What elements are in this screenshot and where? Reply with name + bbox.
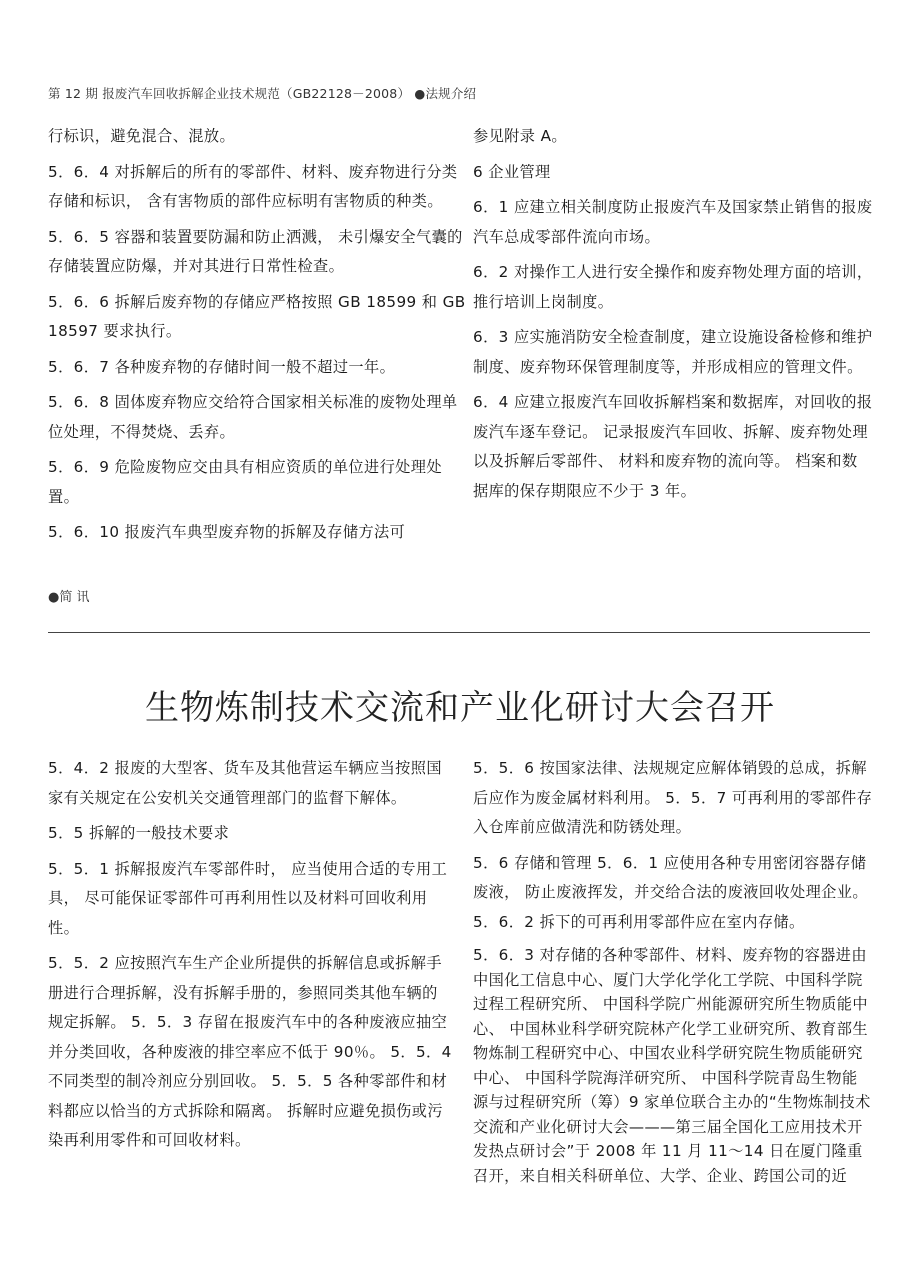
paragraph: 5．6．8 固体废弃物应交给符合国家相关标准的废物处理单位处理，不得焚烧、丢弃。 <box>48 393 458 441</box>
section-heading: 5．5 拆解的一般技术要求 <box>48 824 230 842</box>
top-right-column <box>473 122 873 512</box>
paragraph: 5．6．9 危险废物应交由具有相应资质的单位进行处理处置。 <box>48 458 442 506</box>
paragraph: 参见附录 A。 <box>473 127 567 145</box>
paragraph: 5．6．7 各种废弃物的存储时间一般不超过一年。 <box>48 357 396 376</box>
bottom-left-column <box>48 754 453 1162</box>
paragraph: 6．4 应建立报废汽车回收拆解档案和数据库，对回收的报废汽车逐车登记。 记录报废汽车回收、拆解、废弃物处理以及拆解后零部件、 材料和废弃物的流向等。 档案和数据库的保存期限应不少于 3 年。 <box>473 393 873 500</box>
bottom-right-column <box>473 754 873 1188</box>
paragraph: 5．6．6 拆解后废弃物的存储应严格按照 GB 18599 和 GB 18597 要求执行。 <box>48 292 466 340</box>
paragraph: 6．3 应实施消防安全检查制度，建立设施设备检修和维护制度、废弃物环保管理制度等，并形成相应的管理文件。 <box>473 328 873 376</box>
paragraph: 5．5．2 应按照汽车生产企业所提供的拆解信息或拆解手册进行合理拆解，没有拆解手册的，参照同类其他车辆的规定拆解。 5．5．3 存留在报废汽车中的各种废液应抽空并分类回收，各种废液的排空率应不低于 90％。 5．5．4 不同类型的制冷剂应分别回收。 5．5．5 各种零部件和材料都应以恰当的方式拆除和隔离。 拆解时应避免损伤或污染再利用零件和可回收材料。 <box>48 954 452 1149</box>
top-left-column <box>48 122 470 554</box>
divider-line <box>48 632 870 633</box>
paragraph: 5．6 存储和管理 5．6．1 应使用各种专用密闭容器存储废液， 防止废液挥发，并交给合法的废液回收处理企业。 5．6．2 拆下的可再利用零部件应在室内存储。 <box>473 853 868 931</box>
paragraph: 5．5．1 拆解报废汽车零部件时， 应当使用合适的专用工具， 尽可能保证零部件可再利用性以及材料可回收利用性。 <box>48 859 448 937</box>
paragraph: 5．5．6 按国家法律、法规规定应解体销毁的总成，拆解后应作为废金属材料利用。 5．5．7 可再利用的零部件存入仓库前应做清洗和防锈处理。 <box>473 759 873 836</box>
news-label: ●简 讯 <box>48 590 90 605</box>
section-heading: 6 企业管理 <box>473 162 551 181</box>
paragraph: 行标识，避免混合、混放。 <box>48 127 236 145</box>
paragraph: 5．6．4 对拆解后的所有的零部件、材料、废弃物进行分类存储和标识， 含有害物质的部件应标明有害物质的种类。 <box>48 162 458 210</box>
article-headline: 生物炼制技术交流和产业化研讨大会召开 <box>145 688 775 728</box>
page-header: 第 12 期 报废汽车回收拆解企业技术规范（GB22128－2008） ●法规介绍 <box>48 86 477 101</box>
paragraph: 5．6．3 对存储的各种零部件、材料、废弃物的容器进由中国化工信息中心、厦门大学化学化工学院、中国科学院过程工程研究所、 中国科学院广州能源研究所生物质能中心、 中国林业科学研究院林产化学工业研究所、教育部生物炼制工程研究中心、中国农业科学研究院生物质能研究中心、 中国科学院海洋研究所、 中国科学院青岛生物能源与过程研究所（筹）9 家单位联合主办的“生物炼制技术交流和产业化研讨大会———第三届全国化工应用技术开发热点研讨会”于 2008 年 11 月 11～14 日在厦门隆重召开，来自相关科研单位、大学、企业、跨国公司的近 <box>473 946 871 1185</box>
paragraph: 5．4．2 报废的大型客、货车及其他营运车辆应当按照国家有关规定在公安机关交通管理部门的监督下解体。 <box>48 759 442 807</box>
paragraph: 6．2 对操作工人进行安全操作和废弃物处理方面的培训，推行培训上岗制度。 <box>473 263 873 311</box>
paragraph: 6．1 应建立相关制度防止报废汽车及国家禁止销售的报废汽车总成零部件流向市场。 <box>473 198 873 246</box>
paragraph: 5．6．5 容器和装置要防漏和防止洒溅， 未引爆安全气囊的存储装置应防爆，并对其进行日常性检查。 <box>48 227 463 275</box>
paragraph: 5．6．10 报废汽车典型废弃物的拆解及存储方法可 <box>48 523 406 541</box>
